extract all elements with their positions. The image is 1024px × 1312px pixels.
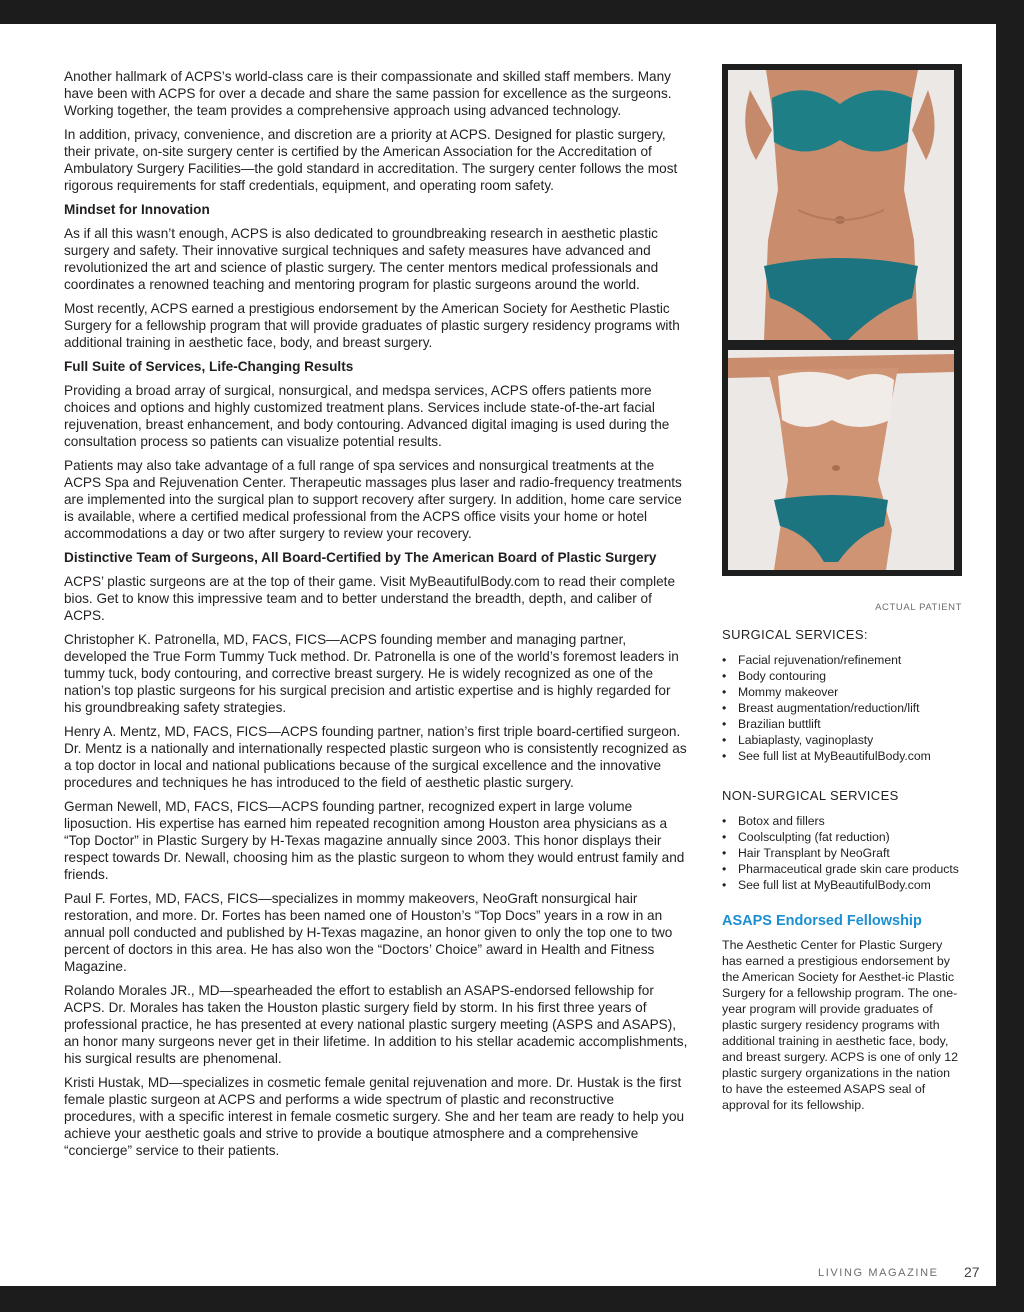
photo-caption: ACTUAL PATIENT	[875, 602, 962, 613]
article-paragraph: ACPS’ plastic surgeons are at the top of their game. Visit MyBeautifulBody.com to read their complete bios. Get to know this impressive team and to better understand the breadth, depth, and caliber of ACPS.	[64, 574, 676, 623]
list-item: • Brazilian buttlift	[722, 716, 962, 732]
fellowship-text: The Aesthetic Center for Plastic Surgery has earned a prestigious endorsement by the American Society for Aesthet-ic Plastic Surgery for a fellowship program. The one-year program will provide graduates of plastic surgery residency programs with additional training in aesthetic face, body, and breast surgery. ACPS is one of only 12 plastic surgery organizations in the nation to have the esteemed ASAPS seal of approval for its fellowship.	[722, 938, 959, 1112]
article-paragraph: Patients may also take advantage of a full range of spa services and nonsurgical treatments at the ACPS Spa and Rejuvenation Center. Therapeutic massages plus laser and radio-frequency treatments are implemented into the surgical plan to support recovery after surgery. In addition, home care service is available, where a certified medical professional from the ACPS office visits your home or hotel accommodations a day or two after surgery to review your recovery.	[64, 458, 682, 541]
surgeon-bio-mentz: Henry A. Mentz, MD, FACS, FICS—ACPS founding partner, nation’s first triple board-certified surgeon. Dr. Mentz is a nationally and internationally respected plastic surgeon who is consistently recognized as a top doctor in local and national publications because of the surgical excellence and the innovative procedures and techniques he has introduced to the field of aesthetic plastic surgery.	[64, 724, 687, 790]
section-heading-innovation: Mindset for Innovation	[64, 202, 210, 217]
list-item: • Mommy makeover	[722, 684, 962, 700]
list-item: • See full list at MyBeautifulBody.com	[722, 877, 962, 893]
section-heading-surgeons: Distinctive Team of Surgeons, All Board-Certified by The American Board of Plastic Surgery	[64, 550, 657, 565]
article-paragraph: In addition, privacy, convenience, and discretion are a priority at ACPS. Designed for plastic surgery, their private, on-site surgery center is certified by the American Association for the Accreditation of Ambulatory Surgery Facilities—the gold standard in accreditation. The surgery center follows the most rigorous requirements for staff credentials, equipment, and operating room safety.	[64, 127, 678, 193]
list-item: • See full list at MyBeautifulBody.com	[722, 748, 962, 764]
section-heading-services: Full Suite of Services, Life-Changing Results	[64, 359, 354, 374]
nonsurgical-services-title: NON-SURGICAL SERVICES	[722, 788, 899, 803]
article-paragraph: Another hallmark of ACPS’s world-class care is their compassionate and skilled staff members. Many have been with ACPS for over a decade and share the same passion for excellence as the surgeons. Working together, the team provides a comprehensive approach using advanced technology.	[64, 69, 672, 118]
article-paragraph: Providing a broad array of surgical, nonsurgical, and medspa services, ACPS offers patients more choices and options and highly customized treatment plans. Services include state-of-the-art facial rejuvenation, breast enhancement, and body contouring. Advanced digital imaging is used during the consultation process so patients can visualize potential results.	[64, 383, 670, 449]
patient-photo-before	[728, 70, 954, 340]
list-item: • Facial rejuvenation/refinement	[722, 652, 962, 668]
surgeon-bio-morales: Rolando Morales JR., MD—spearheaded the effort to establish an ASAPS-endorsed fellowship for ACPS. Dr. Morales has taken the Houston plastic surgery field by storm. In his first three years of professional practice, he has presented at every national plastic surgery meeting (ASPS and ASAPS), an honor many surgeons never get in their lifetime. In addition to his stellar academic accomplishments, his surgical results are phenomenal.	[64, 983, 688, 1066]
surgeon-bio-fortes: Paul F. Fortes, MD, FACS, FICS—specializes in mommy makeovers, NeoGraft nonsurgical hair restoration, and more. Dr. Fortes has been named one of Houston’s “Top Docs” years in a row in an annual poll conducted and published by H-Texas magazine, an honor given to only the top one to two percent of doctors in this area. He has also won the “Doctors’ Choice” award in Health and Fitness Magazine.	[64, 891, 673, 974]
surgeon-bio-newell: German Newell, MD, FACS, FICS—ACPS founding partner, recognized expert in large volume liposuction. His expertise has earned him repeated recognition among Houston area physicians as a “Top Doctor” in Plastic Surgery by H-Texas magazine annually since 2003. This honor displays their respect towards Dr. Newall, choosing him as the plastic surgeon to whom they would entrust family and friends.	[64, 799, 685, 882]
list-item: • Body contouring	[722, 668, 962, 684]
patient-photo-frame	[722, 64, 962, 576]
list-item: • Hair Transplant by NeoGraft	[722, 845, 962, 861]
surgeon-bio-patronella: Christopher K. Patronella, MD, FACS, FICS—ACPS founding member and managing partner, developed the True Form Tummy Tuck method. Dr. Patronella is one of the world’s foremost leaders in tummy tuck, body contouring, and corrective breast surgery. He is widely recognized as one of the nation’s top plastic surgeons for his surgical precision and artistic expertise and is highly regarded for his groundbreaking safety strategies.	[64, 632, 679, 715]
fellowship-title: ASAPS Endorsed Fellowship	[722, 913, 922, 929]
nonsurgical-services-list	[722, 813, 962, 893]
article-paragraph: Most recently, ACPS earned a prestigious endorsement by the American Society for Aesthetic Plastic Surgery for a fellowship program that will provide graduates of plastic surgery residency programs with additional training in aesthetic face, body, and breast surgery.	[64, 301, 680, 350]
sidebar	[722, 64, 962, 1113]
article-paragraph: As if all this wasn’t enough, ACPS is also dedicated to groundbreaking research in aesthetic plastic surgery and safety. Their innovative surgical techniques and safety measures have advanced and revolutionized the art and science of plastic surgery. The center mentors medical professionals and coordinates a renowned teaching and mentoring program for plastic surgeons around the world.	[64, 226, 659, 292]
surgeon-bio-hustak: Kristi Hustak, MD—specializes in cosmetic female genital rejuvenation and more. Dr. Hustak is the first female plastic surgeon at ACPS and performs a wide spectrum of plastic and reconstructive procedures, with a specific interest in female cosmetic surgery. She and her team are ready to help you achieve your aesthetic goals and strive to provide a boutique atmosphere and a comprehensive “concierge” service to their patients.	[64, 1075, 685, 1158]
surgical-services-list	[722, 652, 962, 764]
article-body	[64, 68, 688, 1166]
list-item: • Botox and fillers	[722, 813, 962, 829]
surgical-services-title: SURGICAL SERVICES:	[722, 627, 868, 642]
patient-photo-after	[728, 350, 954, 570]
magazine-name: LIVING MAGAZINE	[818, 1267, 939, 1279]
magazine-page	[0, 24, 996, 1286]
list-item: • Coolsculpting (fat reduction)	[722, 829, 962, 845]
list-item: • Breast augmentation/reduction/lift	[722, 700, 962, 716]
list-item: • Pharmaceutical grade skin care products	[722, 861, 962, 877]
page-number: 27	[964, 1264, 980, 1280]
list-item: • Labiaplasty, vaginoplasty	[722, 732, 962, 748]
